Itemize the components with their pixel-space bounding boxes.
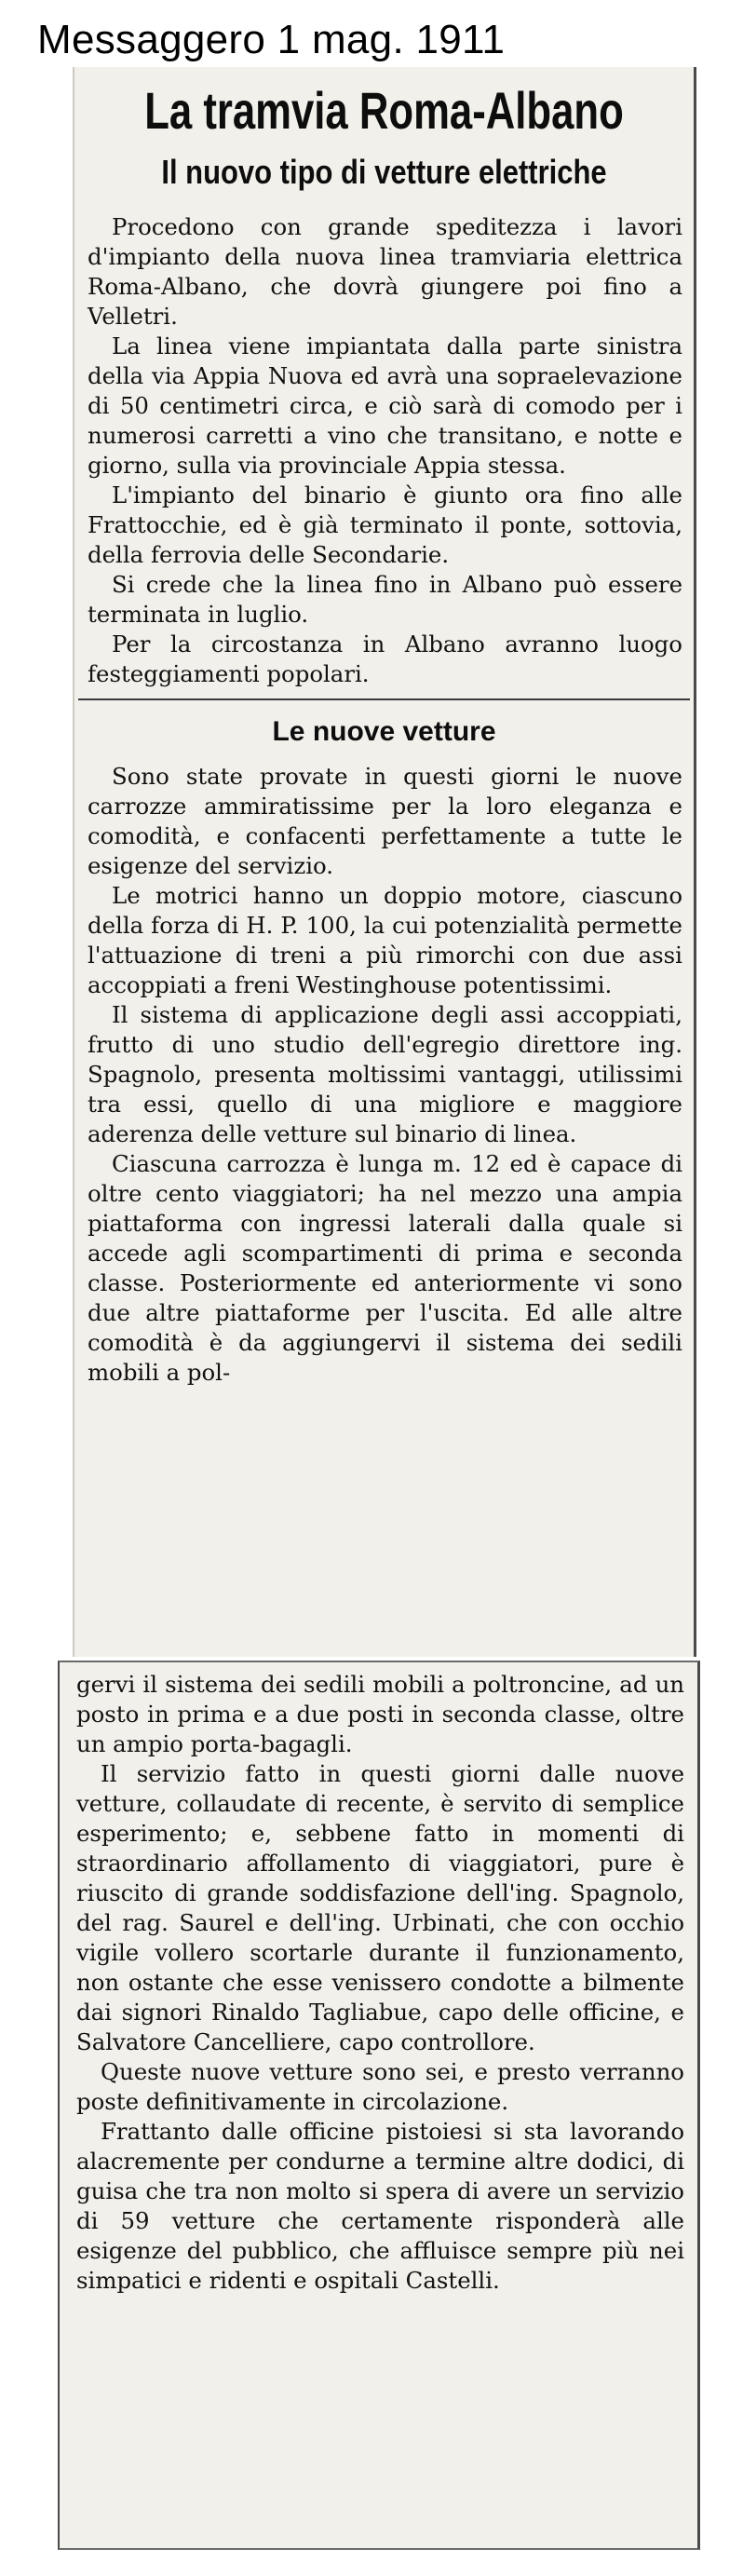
continuation-paragraph: Frattanto dalle officine pistoiesi si sta lavorando alacremente per condurne a termine altre dodici, di guisa che tra non molto si spera di avere un servizio di 59 vetture che certamente risponderà alle esigenze del pubblico, che affluisce sempre più nei simpatici e ridenti e ospitali Castelli. bbox=[76, 2118, 684, 2294]
section-heading: Le nuove vetture bbox=[272, 716, 496, 747]
continuation-paragraph: Queste nuove vetture sono sei, e presto verranno poste definitivamente in circolazione. bbox=[76, 2058, 684, 2115]
intro-paragraph: L'impianto del binario è giunto ora fino alle Frattocchie, ed è già terminato il ponte, sottovia, della ferrovia delle Secondarie. bbox=[88, 481, 682, 568]
intro-paragraph: Per la circostanza in Albano avranno luogo festeggiamenti popolari. bbox=[88, 630, 682, 687]
article-subtitle: Il nuovo tipo di vetture elettriche bbox=[161, 153, 607, 191]
intro-paragraph: Procedono con grande speditezza i lavori d'impianto della nuova linea tramviaria elettrica Roma-Albano, che dovrà giungere poi fino a Velletri. bbox=[88, 213, 682, 330]
intro-paragraph: La linea viene impiantata dalla parte sinistra della via Appia Nuova ed avrà una sopraelevazione di 50 centimetri circa, e ciò sarà di comodo per i numerosi carretti a vino che transitano, e notte e giorno, sulla via provinciale Appia stessa. bbox=[88, 332, 682, 479]
article-title: La tramvia Roma-Albano bbox=[144, 81, 624, 140]
section-paragraph: Ciascuna carrozza è lunga m. 12 ed è capace di oltre cento viaggiatori; ha nel mezzo una ampia piattaforma con ingressi laterali dalla quale si accede agli scompartimenti di prima e seconda classe. Posteriormente ed anteriormente vi sono due altre piattaforme per l'uscita. Ed alle altre comodità è da aggiungervi il sistema dei sedili mobili a pol- bbox=[88, 1150, 682, 1386]
continuation-paragraph: gervi il sistema dei sedili mobili a poltroncine, ad un posto in prima e a due posti in seconda classe, oltre un ampio porta-bagagli. bbox=[76, 1671, 684, 1757]
section-divider bbox=[78, 698, 690, 700]
section-paragraph: Le motrici hanno un doppio motore, ciascuno della forza di H. P. 100, la cui potenzialità permette l'attuazione di treni a più rimorchi con due assi accoppiati a freni Westinghouse potentissimi. bbox=[88, 882, 682, 998]
newspaper-clipping-lower bbox=[58, 1661, 700, 2550]
newspaper-clipping-upper bbox=[73, 67, 696, 1657]
continuation-text bbox=[60, 1662, 697, 2296]
intro-text bbox=[74, 212, 694, 689]
section-text bbox=[74, 762, 694, 1388]
source-caption: Messaggero 1 mag. 1911 bbox=[37, 17, 506, 62]
section-paragraph: Il sistema di applicazione degli assi accoppiati, frutto di uno studio dell'egregio direttore ing. Spagnolo, presenta moltissimi vantaggi, utilissimi tra essi, quello di una migliore e maggiore aderenza delle vetture sul binario di linea. bbox=[88, 1001, 682, 1147]
intro-paragraph: Si crede che la linea fino in Albano può essere terminata in luglio. bbox=[88, 571, 682, 628]
section-paragraph: Sono state provate in questi giorni le nuove carrozze ammiratissime per la loro eleganza e comodità, e confacenti perfettamente a tutte le esigenze del servizio. bbox=[88, 763, 682, 879]
continuation-paragraph: Il servizio fatto in questi giorni dalle nuove vetture, collaudate di recente, è servito di semplice esperimento; e, sebbene fatto in momenti di straordinario affollamento di viaggiatori, pure è riuscito di grande soddisfazione dell'ing. Spagnolo, del rag. Saurel e dell'ing. Urbinati, che con occhio vigile vollero scortarle durante il funzionamento, non ostante che esse venissero condotte a bilmente dai signori Rinaldo Tagliabue, capo delle officine, e Salvatore Cancelliere, capo controllore. bbox=[76, 1760, 684, 2055]
